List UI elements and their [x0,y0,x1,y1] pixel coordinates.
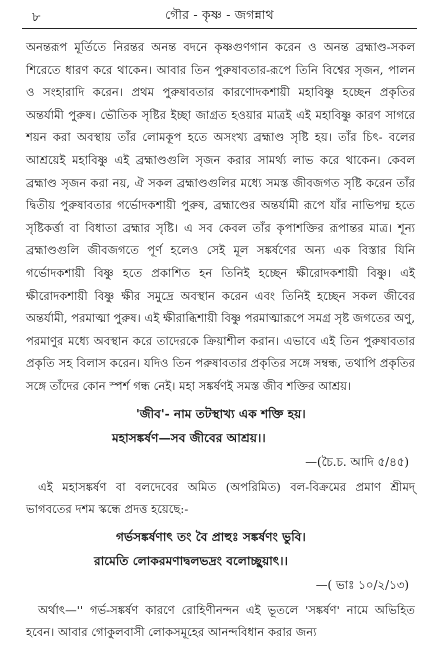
verse-block-1 [26,402,415,474]
verse-1-line-1: 'জীব'- নাম তটস্থাখ্য এক শক্তি হয়। [136,406,306,421]
page-body [26,36,415,644]
verse-2-line-2: রামেতি লোকরমণাদ্বলভদ্রং বলোচ্ছুয়াৎ।। [94,553,289,568]
verse-1-citation: —(চৈ.চ. আদি ৫/৪৫) [305,454,409,469]
paragraph-1: অনন্তরূপ মূর্তিতে নিরন্তর অনন্ত বদনে কৃষ্ণগুণগান করেন ও অনন্ত ব্রহ্মাণ্ড-সকল শিরেতে ধারণ করে থাকেন। আবার তিন পুরুষাবতার-রূপে তিনি বিশ্বের সৃজন, পালন ও সংহারাদি করেন। প্রথম পুরুষাবতার কারণোদকশায়ী মহাবিষ্ণু হচ্ছেন প্রকৃতির অন্তর্যামী পুরুষ। ভৌতিক সৃষ্টির ইচ্ছা জাগ্রত হওয়ার মাত্রই এই মহাবিষ্ণু কারণ সাগরে শয়ন করা অবস্থায় তাঁর লোমকূপ হতে অসংখ্য ব্রহ্মাণ্ড সৃষ্টি হয়। তাঁর চিৎ- বলের আশ্রয়েই মহাবিষ্ণু এই ব্রহ্মাণ্ডগুলি সৃজন করার সামর্থ্য লাভ করে থাকেন। কেবল ব্রহ্মাণ্ড সৃজন করা নয়, ঐ সকল ব্রহ্মাণ্ডগুলির মধ্যে সমস্ত জীবজগত সৃষ্টি করেন তাঁর দ্বিতীয় পুরুষাবতার গর্ভোদকশায়ী পুরুষ, ব্রহ্মাণ্ডের অন্তর্যামী রূপে যাঁর নাভিপদ্ম হতে সৃষ্টিকর্ত্তা বা বিধাতা ব্রহ্মার সৃষ্টি। এ সব কেবল তাঁর কৃপাশক্তির রূপান্তর মাত্র। শূন্য ব্রহ্মাণ্ডগুলি জীবজগতে পূর্ণ হলেও সেই মূল সঙ্কর্ষণের অন্য এক বিস্তার যিনি গর্ভোদকশায়ী বিষ্ণু হতে প্রকাশিত হন তিনিই হচ্ছেন ক্ষীরোদকশায়ী বিষ্ণু। এই ক্ষীরোদকশায়ী বিষ্ণু ক্ষীর সমুদ্রে অবস্থান করেন এবং তিনিই হচ্ছেন সকল জীবের অন্তর্যামী, পরমাত্মা পুরুষ। এই ক্ষীরাব্ধিশায়ী বিষ্ণু পরমাত্মারূপে সমগ্র সৃষ্ট জগতের অণু, পরমাণুর মধ্যে অবস্থান করে তাদেরকে ক্রিয়াশীল করান। এভাবে এই তিন পুরুষাবতার প্রকৃতি সহ বিলাস করেন। যদিও তিন পরুষাবতার প্রকৃতির সঙ্গে সম্বন্ধ, তথাপি প্রকৃতির সঙ্গে তাঁদের কোন স্পর্শ গন্ধ নেই। মহা সঙ্কর্ষণই সমস্ত জীব শক্তির আশ্রয়। [26,40,415,393]
header-rule [22,28,417,29]
verse-block-2 [26,525,415,597]
page-number: ৮ [32,10,41,25]
verse-2-citation: —( ভাঃ ১০/২/১৩) [315,577,409,592]
verse-1-line-2: মহাসঙ্কর্ষণ—সব জীবের আশ্রয়।। [112,430,266,445]
running-title: গৌর - কৃষ্ণ - জগন্নাথ [165,7,274,22]
page-header [22,6,417,28]
verse-2-line-1: গর্ভসঙ্কর্ষণাৎ তং বৈ প্রাহুঃ সঙ্কর্ষণং ভুবি। [116,529,306,544]
paragraph-2: এই মহাসঙ্কর্ষণ বা বলদেবের অমিত (অপরিমিত) বল-বিক্রমের প্রমাণ শ্রীমদ্ ভাগবতের দশম স্কন্ধে প্রদত্ত হয়েছে:- [26,479,415,517]
paragraph-3: অর্থাৎ—'' গর্ভ-সঙ্কর্ষণ কারণে রোহিণীনন্দন এই ভূতলে 'সঙ্কর্ষণ' নামে অভিহিত হবেন। আবার গোকুলবাসী লোকসমূহের আনন্দবিধান করার জন্য [26,602,415,640]
